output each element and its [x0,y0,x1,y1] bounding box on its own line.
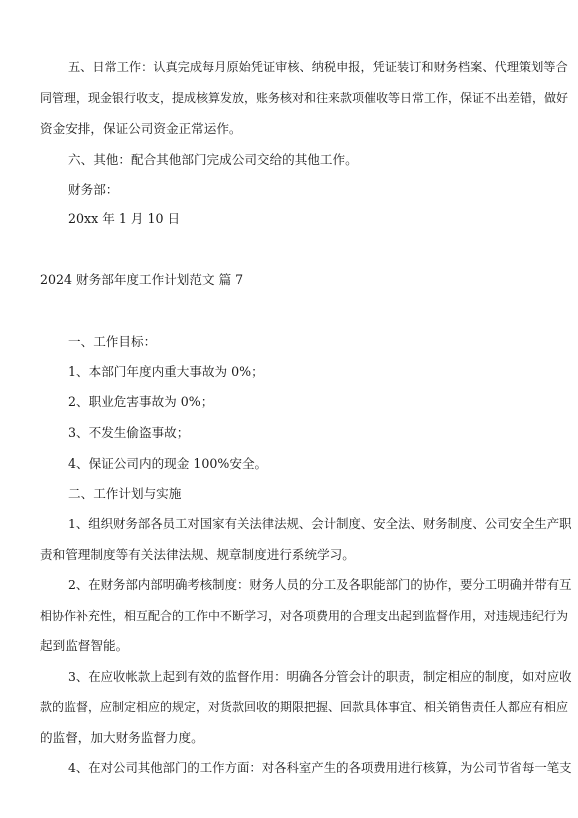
plan-item-3-line-1: 3、在应收帐款上起到有效的监督作用：明确各分管会计的职责，制定相应的制度，如对应收 [68,669,572,684]
section-heading: 2024 财务部年度工作计划范文 篇 7 [40,272,244,287]
paragraph-daily-work-line-3: 资金安排，保证公司资金正常运作。 [40,121,242,136]
paragraph-daily-work-line-1: 五、日常工作：认真完成每月原始凭证审核、纳税申报，凭证装订和财务档案、代理策划等合 [68,60,568,74]
signature-date: 20xx 年 1 月 10 日 [68,211,181,226]
plan-item-3-line-3: 的监督，加大财务监督力度。 [40,730,204,745]
plan-item-2-line-1: 2、在财务部内部明确考核制度：财务人员的分工及各职能部门的协作，要分工明确并带有互 [68,577,572,592]
plan-item-1-line-1: 1、组织财务部各员工对国家有关法律法规、会计制度、安全法、财务制度、公司安全生产职 [68,516,572,531]
signature-department: 财务部： [68,182,119,197]
work-goals-title: 一、工作目标： [68,334,157,349]
paragraph-daily-work-line-2: 同管理，现金银行收支，提成核算发放，账务核对和往来款项催收等日常工作，保证不出差错，做好 [40,91,569,105]
work-plan-title: 二、工作计划与实施 [68,486,182,501]
plan-item-2-line-3: 起到监督智能。 [40,638,129,653]
goal-item-3: 3、不发生偷盗事故； [68,425,190,440]
goal-item-2: 2、职业危害事故为 0%； [68,394,214,409]
plan-item-2-line-2: 相协作补充性，相互配合的工作中不断学习，对各项费用的合理支出起到监督作用，对违规违纪行为 [40,609,569,623]
paragraph-other: 六、其他：配合其他部门完成公司交给的其他工作。 [68,152,358,167]
goal-item-1: 1、本部门年度内重大事故为 0%； [68,364,264,379]
goal-item-4: 4、保证公司内的现金 100%安全。 [68,456,268,471]
plan-item-4-line-1: 4、在对公司其他部门的工作方面：对各科室产生的各项费用进行核算，为公司节省每一笔支 [68,760,572,775]
plan-item-1-line-2: 责和管理制度等有关法律法规、规章制度进行系统学习。 [40,547,355,562]
plan-item-3-line-2: 款的监督，应制定相应的规定，对货款回收的期限把握、回款具体事宜、相关销售责任人都应有相应 [40,700,569,714]
